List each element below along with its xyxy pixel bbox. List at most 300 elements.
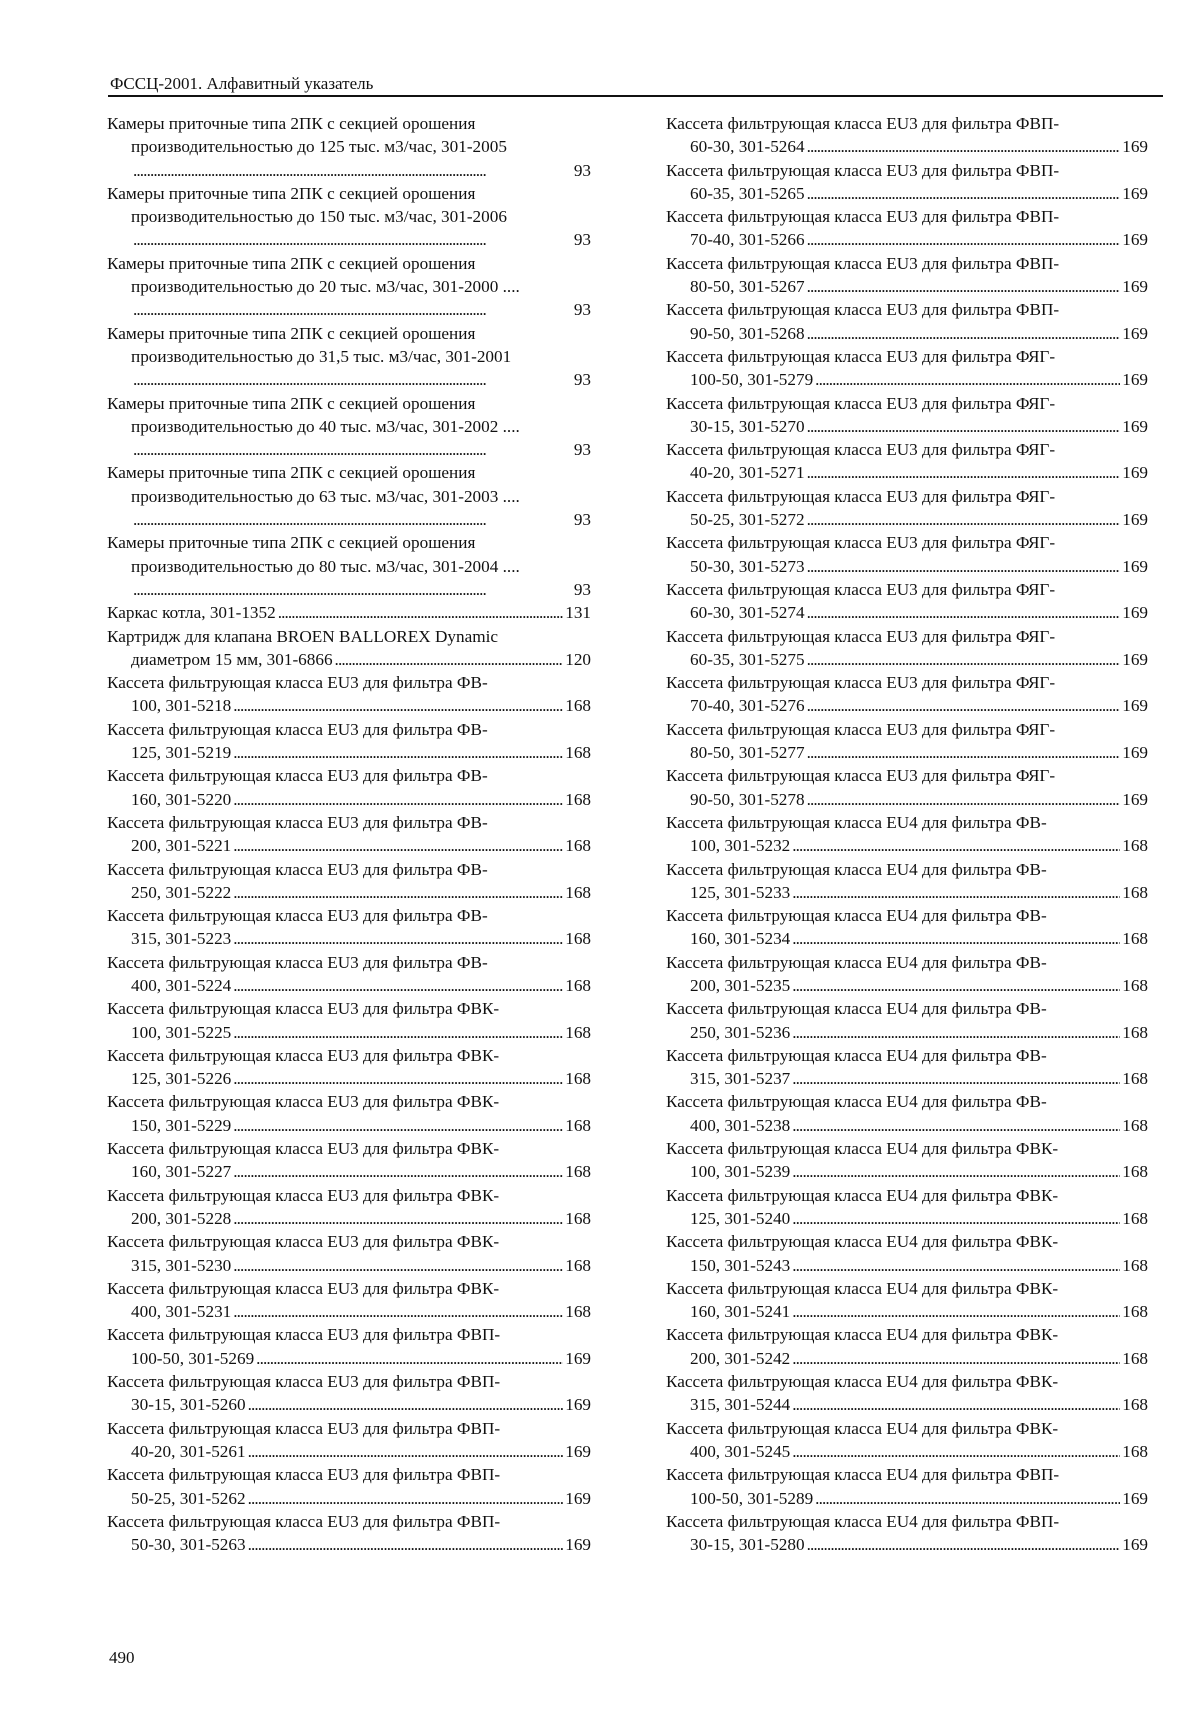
entry-text-line: Кассета фильтрующая класса EU3 для фильтра ФЯГ- — [666, 440, 1056, 460]
entry-reference-line — [666, 1393, 1148, 1416]
entry-page-number: 168 — [565, 696, 591, 716]
entry-page-number: 131 — [565, 603, 591, 623]
dot-leader — [807, 1533, 1121, 1556]
index-entry — [107, 951, 591, 998]
entry-text-line: Кассета фильтрующая класса EU3 для фильтра ФВ- — [107, 812, 488, 832]
dot-leader — [807, 415, 1121, 438]
dot-leader — [792, 1254, 1120, 1277]
entry-page-number: 168 — [1122, 1022, 1148, 1042]
entry-code: 125, 301-5219 — [131, 743, 232, 763]
entry-code: 40-20, 301-5261 — [131, 1441, 246, 1461]
entry-reference-line — [666, 927, 1148, 950]
entry-page-number: 169 — [1122, 556, 1148, 576]
dot-leader — [133, 159, 572, 182]
index-entry — [666, 159, 1148, 206]
entry-reference-line — [666, 834, 1148, 857]
entry-page-number: 93 — [573, 440, 591, 460]
entry-code: 400, 301-5231 — [131, 1302, 232, 1322]
entry-text-line: производительностью до 63 тыс. м3/час, 301-2003 .... — [131, 486, 520, 506]
index-entry — [666, 1370, 1148, 1417]
entry-page-number: 168 — [1122, 1395, 1148, 1415]
entry-page-number: 168 — [1122, 882, 1148, 902]
dot-leader — [133, 228, 572, 251]
dot-leader — [248, 1393, 564, 1416]
entry-text-line: Кассета фильтрующая класса EU3 для фильтра ФВ- — [107, 952, 488, 972]
index-entry — [666, 764, 1148, 811]
dot-leader — [233, 694, 563, 717]
dot-leader — [133, 508, 572, 531]
entry-page-number: 168 — [565, 743, 591, 763]
entry-page-number: 93 — [573, 370, 591, 390]
entry-text-line: Кассета фильтрующая класса EU3 для фильтра ФВ- — [107, 906, 488, 926]
entry-page-number: 168 — [1122, 1302, 1148, 1322]
entry-page-number: 169 — [1122, 789, 1148, 809]
entry-page-number: 169 — [565, 1395, 591, 1415]
entry-page-number: 169 — [1122, 370, 1148, 390]
entry-page-number: 168 — [1122, 1162, 1148, 1182]
entry-code: 60-30, 301-5264 — [690, 137, 805, 157]
entry-reference-line — [666, 1300, 1148, 1323]
dot-leader — [233, 1254, 563, 1277]
index-entry — [107, 625, 591, 672]
entry-code: 150, 301-5243 — [690, 1255, 791, 1275]
index-entry — [107, 322, 591, 392]
entry-text-line: Камеры приточные типа 2ПК с секцией орошения — [107, 253, 476, 273]
index-entry — [107, 1417, 591, 1464]
dot-leader — [233, 1160, 563, 1183]
entry-code: 70-40, 301-5266 — [690, 230, 805, 250]
entry-text-line: Картридж для клапана BROEN BALLOREX Dynamic — [107, 626, 498, 646]
dot-leader — [792, 881, 1120, 904]
index-entry — [666, 578, 1148, 625]
entry-code: 400, 301-5238 — [690, 1115, 791, 1135]
dot-leader — [807, 741, 1121, 764]
dot-leader — [807, 508, 1121, 531]
dot-leader — [233, 834, 563, 857]
entry-text-line: Кассета фильтрующая класса EU3 для фильтра ФВП- — [666, 114, 1060, 133]
entry-reference-line — [666, 1347, 1148, 1370]
dot-leader — [792, 1160, 1120, 1183]
entry-reference-line — [107, 1347, 591, 1370]
entry-code: 40-20, 301-5271 — [690, 463, 805, 483]
entry-page-number: 93 — [573, 579, 591, 599]
entry-page-number: 169 — [1122, 743, 1148, 763]
dot-leader — [233, 1114, 563, 1137]
dot-leader — [233, 741, 563, 764]
entry-page-number: 169 — [1122, 230, 1148, 250]
dot-leader — [807, 601, 1121, 624]
entry-code: 315, 301-5237 — [690, 1069, 791, 1089]
entry-reference-line — [666, 275, 1148, 298]
dot-leader — [335, 648, 564, 671]
dot-leader — [807, 228, 1121, 251]
dot-leader — [248, 1533, 564, 1556]
entry-code: 250, 301-5236 — [690, 1022, 791, 1042]
index-entry — [107, 1370, 591, 1417]
entry-reference-line — [666, 974, 1148, 997]
index-entry — [107, 904, 591, 951]
index-entry — [107, 1323, 591, 1370]
entry-reference-line — [666, 1440, 1148, 1463]
entry-reference-line — [666, 1067, 1148, 1090]
dot-leader — [233, 1207, 563, 1230]
entry-reference-line — [107, 788, 591, 811]
entry-text-line: Кассета фильтрующая класса EU3 для фильтра ФВП- — [666, 160, 1060, 180]
entry-reference-line — [666, 135, 1148, 158]
entry-reference-line — [666, 182, 1148, 205]
dot-leader — [815, 368, 1120, 391]
index-entry — [666, 1323, 1148, 1370]
entry-reference-line — [666, 1021, 1148, 1044]
entry-reference-line — [666, 1254, 1148, 1277]
entry-reference-line — [107, 159, 591, 182]
entry-reference-line — [107, 927, 591, 950]
entry-code: 30-15, 301-5260 — [131, 1395, 246, 1415]
page-number: 490 — [109, 1648, 135, 1667]
dot-leader — [248, 1440, 564, 1463]
index-entry — [666, 485, 1148, 532]
entry-reference-line — [666, 741, 1148, 764]
dot-leader — [792, 1347, 1120, 1370]
entry-code: 80-50, 301-5277 — [690, 743, 805, 763]
index-entry — [107, 392, 591, 462]
entry-text-line: Камеры приточные типа 2ПК с секцией орошения — [107, 183, 476, 203]
entry-text-line: Кассета фильтрующая класса EU4 для фильтра ФВК- — [666, 1139, 1059, 1159]
index-entry — [666, 625, 1148, 672]
index-entry — [666, 1417, 1148, 1464]
index-entry — [107, 811, 591, 858]
entry-text-line: Кассета фильтрующая класса EU3 для фильтра ФЯГ- — [666, 719, 1056, 739]
index-entry — [666, 1463, 1148, 1510]
entry-code: 150, 301-5229 — [131, 1115, 232, 1135]
index-entry — [107, 671, 591, 718]
entry-text-line: Кассета фильтрующая класса EU3 для фильтра ФЯГ- — [666, 579, 1056, 599]
index-entry — [666, 1277, 1148, 1324]
index-entry — [666, 1044, 1148, 1091]
running-header: ФССЦ-2001. Алфавитный указатель — [110, 74, 374, 93]
entry-text-line: производительностью до 80 тыс. м3/час, 301-2004 .... — [131, 556, 520, 576]
index-entry — [666, 904, 1148, 951]
entry-text-line: Кассета фильтрующая класса EU4 для фильтра ФВК- — [666, 1278, 1059, 1298]
entry-reference-line — [107, 578, 591, 601]
entry-code: 50-25, 301-5262 — [131, 1488, 246, 1508]
entry-text-line: Кассета фильтрующая класса EU3 для фильтра ФВК- — [107, 1139, 500, 1159]
entry-reference-line — [107, 1254, 591, 1277]
entry-text-line: Кассета фильтрующая класса EU3 для фильтра ФЯГ- — [666, 766, 1056, 786]
dot-leader — [792, 834, 1120, 857]
entry-page-number: 169 — [1122, 1535, 1148, 1555]
entry-text-line: Кассета фильтрующая класса EU3 для фильтра ФЯГ- — [666, 346, 1056, 366]
index-entry — [107, 182, 591, 252]
entry-text-line: Кассета фильтрующая класса EU3 для фильтра ФВП- — [107, 1465, 501, 1485]
entry-page-number: 168 — [1122, 975, 1148, 995]
dot-leader — [792, 1021, 1120, 1044]
entry-code: 70-40, 301-5276 — [690, 696, 805, 716]
entry-page-number: 168 — [565, 1255, 591, 1275]
entry-text-line: Кассета фильтрующая класса EU3 для фильтра ФВК- — [107, 1278, 500, 1298]
entry-page-number: 168 — [1122, 1208, 1148, 1228]
entry-code: 200, 301-5235 — [690, 975, 791, 995]
entry-page-number: 168 — [565, 836, 591, 856]
entry-text-line: Кассета фильтрующая класса EU3 для фильтра ФЯГ- — [666, 673, 1056, 693]
dot-leader — [807, 275, 1121, 298]
entry-text-line: Кассета фильтрующая класса EU3 для фильтра ФВП- — [666, 253, 1060, 273]
index-entry — [666, 438, 1148, 485]
entry-text-line: Кассета фильтрующая класса EU4 для фильтра ФВ- — [666, 1092, 1047, 1112]
entry-code: 100-50, 301-5289 — [690, 1488, 814, 1508]
entry-text-line: Кассета фильтрующая класса EU3 для фильтра ФВК- — [107, 1232, 500, 1252]
dot-leader — [233, 1067, 563, 1090]
index-entry — [107, 601, 591, 624]
entry-code: 125, 301-5226 — [131, 1069, 232, 1089]
index-entry — [107, 858, 591, 905]
index-entry — [107, 1510, 591, 1557]
entry-text-line: Кассета фильтрующая класса EU3 для фильтра ФЯГ- — [666, 486, 1056, 506]
entry-text-line: Кассета фильтрующая класса EU3 для фильтра ФВ- — [107, 719, 488, 739]
dot-leader — [133, 368, 572, 391]
dot-leader — [256, 1347, 563, 1370]
entry-reference-line — [666, 555, 1148, 578]
entry-page-number: 93 — [573, 300, 591, 320]
entry-code: 100, 301-5225 — [131, 1022, 232, 1042]
index-entry — [107, 112, 591, 182]
index-entry — [107, 531, 591, 601]
entry-reference-line — [107, 1160, 591, 1183]
index-entry — [666, 298, 1148, 345]
index-entry — [107, 1044, 591, 1091]
entry-text-line: Камеры приточные типа 2ПК с секцией орошения — [107, 114, 476, 133]
entry-code: 125, 301-5233 — [690, 882, 791, 902]
entry-page-number: 168 — [1122, 1255, 1148, 1275]
dot-leader — [233, 1300, 563, 1323]
entry-reference-line — [107, 1487, 591, 1510]
entry-text-line: Кассета фильтрующая класса EU3 для фильтра ФЯГ- — [666, 533, 1056, 553]
entry-code: 100-50, 301-5279 — [690, 370, 814, 390]
entry-page-number: 168 — [565, 975, 591, 995]
entry-code: 125, 301-5240 — [690, 1208, 791, 1228]
entry-reference-line — [107, 1207, 591, 1230]
entry-text-line: Кассета фильтрующая класса EU3 для фильтра ФВК- — [107, 999, 500, 1019]
index-entry — [107, 764, 591, 811]
entry-reference-line — [666, 461, 1148, 484]
entry-reference-line — [666, 368, 1148, 391]
entry-text-line: Кассета фильтрующая класса EU3 для фильтра ФВП- — [107, 1325, 501, 1345]
entry-page-number: 168 — [565, 1302, 591, 1322]
index-entry — [666, 1184, 1148, 1231]
entry-code: 100-50, 301-5269 — [131, 1348, 255, 1368]
entry-code: 250, 301-5222 — [131, 882, 232, 902]
entry-page-number: 169 — [565, 1535, 591, 1555]
entry-text-line: Кассета фильтрующая класса EU4 для фильтра ФВ- — [666, 999, 1047, 1019]
entry-reference-line — [107, 1114, 591, 1137]
entry-reference-line — [666, 1160, 1148, 1183]
entry-code: 100, 301-5239 — [690, 1162, 791, 1182]
entry-reference-line — [107, 1067, 591, 1090]
dot-leader — [807, 461, 1121, 484]
dot-leader — [792, 1440, 1120, 1463]
dot-leader — [233, 788, 563, 811]
entry-code: 200, 301-5221 — [131, 836, 232, 856]
index-entry — [107, 718, 591, 765]
entry-reference-line — [666, 322, 1148, 345]
entry-page-number: 168 — [1122, 1441, 1148, 1461]
entry-code: 60-30, 301-5274 — [690, 603, 805, 623]
entry-text-line: Кассета фильтрующая класса EU4 для фильтра ФВ- — [666, 952, 1047, 972]
dot-leader — [133, 298, 572, 321]
entry-page-number: 93 — [573, 510, 591, 530]
index-entry — [666, 205, 1148, 252]
entry-page-number: 168 — [565, 1115, 591, 1135]
entry-page-number: 168 — [1122, 836, 1148, 856]
index-entry — [666, 252, 1148, 299]
index-entry — [107, 1463, 591, 1510]
entry-text-line: Кассета фильтрующая класса EU4 для фильтра ФВП- — [666, 1511, 1060, 1531]
entry-text-line: производительностью до 20 тыс. м3/час, 301-2000 .... — [131, 277, 520, 297]
entry-text-line: Кассета фильтрующая класса EU4 для фильтра ФВ- — [666, 906, 1047, 926]
entry-code: 60-35, 301-5265 — [690, 183, 805, 203]
entry-text-line: Кассета фильтрующая класса EU4 для фильтра ФВК- — [666, 1418, 1059, 1438]
entry-page-number: 168 — [565, 1022, 591, 1042]
entry-text-line: Камеры приточные типа 2ПК с секцией орошения — [107, 533, 476, 553]
entry-page-number: 168 — [1122, 1115, 1148, 1135]
entry-reference-line — [107, 881, 591, 904]
entry-text-line: Кассета фильтрующая класса EU3 для фильтра ФВП- — [107, 1511, 501, 1531]
dot-leader — [792, 974, 1120, 997]
dot-leader — [248, 1487, 564, 1510]
entry-text-line: Кассета фильтрующая класса EU3 для фильтра ФЯГ- — [666, 393, 1056, 413]
entry-page-number: 168 — [565, 789, 591, 809]
index-entry — [666, 1090, 1148, 1137]
entry-reference-line — [107, 601, 591, 624]
index-entry — [666, 531, 1148, 578]
entry-code: Каркас котла, 301-1352 — [107, 603, 276, 623]
index-entry — [666, 718, 1148, 765]
entry-text-line: Кассета фильтрующая класса EU4 для фильтра ФВК- — [666, 1185, 1059, 1205]
entry-code: 60-35, 301-5275 — [690, 649, 805, 669]
index-entry — [666, 858, 1148, 905]
entry-text-line: Кассета фильтрующая класса EU3 для фильтра ФВК- — [107, 1092, 500, 1112]
entry-code: 90-50, 301-5278 — [690, 789, 805, 809]
index-entry — [107, 997, 591, 1044]
entry-text-line: Кассета фильтрующая класса EU4 для фильтра ФВК- — [666, 1232, 1059, 1252]
entry-page-number: 169 — [1122, 649, 1148, 669]
index-entry — [107, 1184, 591, 1231]
entry-page-number: 169 — [1122, 183, 1148, 203]
entry-reference-line — [107, 1393, 591, 1416]
entry-text-line: Кассета фильтрующая класса EU4 для фильтра ФВ- — [666, 859, 1047, 879]
dot-leader — [792, 1067, 1120, 1090]
entry-page-number: 169 — [1122, 416, 1148, 436]
entry-text-line: Кассета фильтрующая класса EU4 для фильтра ФВК- — [666, 1372, 1059, 1392]
entry-page-number: 93 — [573, 160, 591, 180]
dot-leader — [815, 1487, 1120, 1510]
entry-text-line: производительностью до 31,5 тыс. м3/час, 301-2001 — [131, 346, 512, 366]
entry-text-line: Кассета фильтрующая класса EU3 для фильтра ФВ- — [107, 673, 488, 693]
entry-code: диаметром 15 мм, 301-6866 — [131, 649, 333, 669]
entry-reference-line — [107, 648, 591, 671]
dot-leader — [807, 555, 1121, 578]
entry-text-line: Кассета фильтрующая класса EU3 для фильтра ФВК- — [107, 1045, 500, 1065]
entry-page-number: 169 — [1122, 603, 1148, 623]
entry-code: 160, 301-5227 — [131, 1162, 232, 1182]
entry-reference-line — [666, 788, 1148, 811]
entry-reference-line — [107, 1300, 591, 1323]
dot-leader — [233, 1021, 563, 1044]
index-entry — [107, 461, 591, 531]
entry-reference-line — [666, 694, 1148, 717]
index-entry — [107, 1277, 591, 1324]
dot-leader — [792, 1393, 1120, 1416]
entry-page-number: 169 — [565, 1441, 591, 1461]
entry-text-line: Кассета фильтрующая класса EU3 для фильтра ФВП- — [666, 300, 1060, 320]
entry-text-line: Кассета фильтрующая класса EU3 для фильтра ФВП- — [107, 1418, 501, 1438]
index-entry — [666, 1510, 1148, 1557]
entry-text-line: Кассета фильтрующая класса EU3 для фильтра ФВ- — [107, 859, 488, 879]
entry-code: 100, 301-5232 — [690, 836, 791, 856]
dot-leader — [278, 601, 564, 624]
entry-text-line: Камеры приточные типа 2ПК с секцией орошения — [107, 393, 476, 413]
entry-code: 315, 301-5244 — [690, 1395, 791, 1415]
index-column-right — [666, 112, 1148, 1556]
entry-text-line: Кассета фильтрующая класса EU4 для фильтра ФВП- — [666, 1465, 1060, 1485]
entry-code: 200, 301-5242 — [690, 1348, 791, 1368]
entry-reference-line — [107, 1440, 591, 1463]
dot-leader — [233, 974, 563, 997]
index-entry — [666, 997, 1148, 1044]
entry-code: 30-15, 301-5280 — [690, 1535, 805, 1555]
entry-page-number: 120 — [565, 649, 591, 669]
dot-leader — [792, 1207, 1120, 1230]
entry-page-number: 168 — [1122, 929, 1148, 949]
entry-code: 90-50, 301-5268 — [690, 323, 805, 343]
index-entry — [666, 392, 1148, 439]
entry-reference-line — [666, 648, 1148, 671]
dot-leader — [807, 788, 1121, 811]
entry-text-line: Кассета фильтрующая класса EU3 для фильтра ФЯГ- — [666, 626, 1056, 646]
entry-text-line: Камеры приточные типа 2ПК с секцией орошения — [107, 463, 476, 483]
entry-page-number: 168 — [565, 1162, 591, 1182]
entry-page-number: 169 — [565, 1348, 591, 1368]
dot-leader — [133, 578, 572, 601]
entry-page-number: 168 — [1122, 1069, 1148, 1089]
dot-leader — [233, 927, 563, 950]
dot-leader — [792, 1300, 1120, 1323]
entry-reference-line — [666, 1533, 1148, 1556]
entry-reference-line — [107, 298, 591, 321]
entry-text-line: Кассета фильтрующая класса EU4 для фильтра ФВ- — [666, 1045, 1047, 1065]
entry-reference-line — [666, 228, 1148, 251]
entry-page-number: 169 — [1122, 137, 1148, 157]
entry-page-number: 169 — [1122, 696, 1148, 716]
dot-leader — [807, 322, 1121, 345]
entry-page-number: 93 — [573, 230, 591, 250]
index-entry — [107, 1137, 591, 1184]
entry-reference-line — [666, 1114, 1148, 1137]
entry-reference-line — [107, 834, 591, 857]
index-entry — [666, 345, 1148, 392]
entry-text-line: Камеры приточные типа 2ПК с секцией орошения — [107, 323, 476, 343]
entry-code: 315, 301-5223 — [131, 929, 232, 949]
entry-reference-line — [666, 881, 1148, 904]
entry-page-number: 168 — [565, 882, 591, 902]
entry-code: 400, 301-5224 — [131, 975, 232, 995]
entry-page-number: 168 — [565, 1208, 591, 1228]
entry-text-line: Кассета фильтрующая класса EU4 для фильтра ФВК- — [666, 1325, 1059, 1345]
entry-reference-line — [666, 601, 1148, 624]
index-entry — [666, 951, 1148, 998]
entry-reference-line — [107, 974, 591, 997]
entry-page-number: 168 — [565, 1069, 591, 1089]
